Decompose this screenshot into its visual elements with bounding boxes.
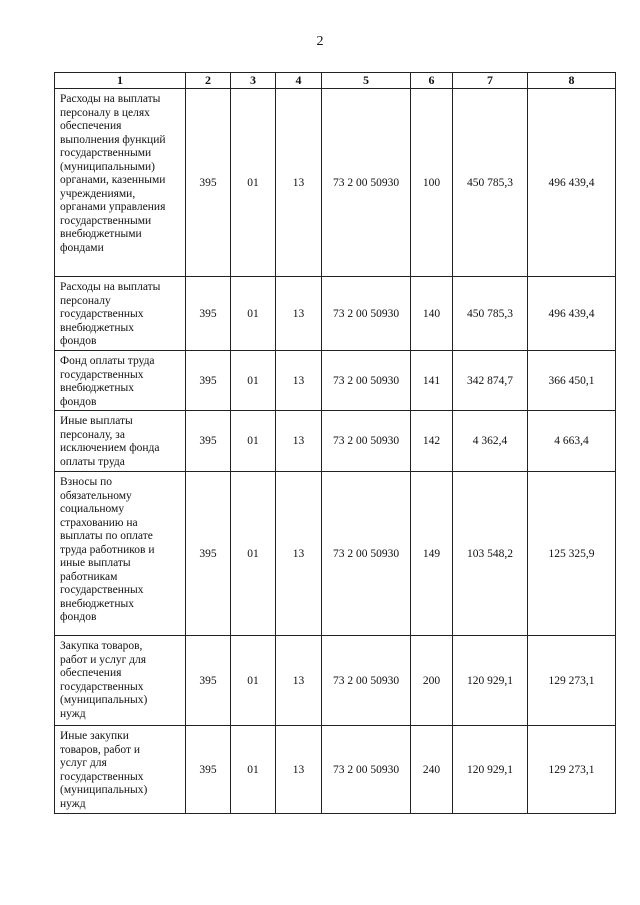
row-description: Иные выплаты персоналу, за исключением фонда оплаты труда <box>55 411 186 472</box>
cell-expense-type: 140 <box>411 277 453 351</box>
cell-amount-year1: 4 362,4 <box>453 411 528 472</box>
cell-expense-type: 142 <box>411 411 453 472</box>
cell-expense-type: 149 <box>411 472 453 636</box>
cell-target-article: 73 2 00 50930 <box>322 277 411 351</box>
cell-amount-year1: 342 874,7 <box>453 351 528 411</box>
cell-amount-year2: 496 439,4 <box>528 89 616 277</box>
col-header-7: 7 <box>453 73 528 89</box>
cell-amount-year1: 120 929,1 <box>453 636 528 726</box>
table-row <box>55 726 616 814</box>
row-description: Взносы по обязательному социальному страхованию на выплаты по оплате труда работников и иные выплаты работникам государственных внебюджетных фондов <box>55 472 186 636</box>
cell-admin-code: 395 <box>186 472 231 636</box>
page-number: 2 <box>316 34 324 49</box>
table-row <box>55 411 616 472</box>
row-description: Иные закупки товаров, работ и услуг для государственных (муниципальных) нужд <box>55 726 186 814</box>
cell-admin-code: 395 <box>186 411 231 472</box>
cell-expense-type: 141 <box>411 351 453 411</box>
cell-expense-type: 100 <box>411 89 453 277</box>
col-header-2: 2 <box>186 73 231 89</box>
cell-amount-year2: 125 325,9 <box>528 472 616 636</box>
col-header-5: 5 <box>322 73 411 89</box>
col-header-3: 3 <box>231 73 276 89</box>
cell-expense-type: 200 <box>411 636 453 726</box>
col-header-6: 6 <box>411 73 453 89</box>
cell-target-article: 73 2 00 50930 <box>322 351 411 411</box>
cell-section: 01 <box>231 636 276 726</box>
cell-amount-year1: 103 548,2 <box>453 472 528 636</box>
cell-target-article: 73 2 00 50930 <box>322 636 411 726</box>
cell-subsection: 13 <box>276 351 322 411</box>
col-header-1: 1 <box>55 73 186 89</box>
cell-amount-year2: 129 273,1 <box>528 726 616 814</box>
cell-subsection: 13 <box>276 411 322 472</box>
col-header-4: 4 <box>276 73 322 89</box>
cell-admin-code: 395 <box>186 89 231 277</box>
cell-amount-year2: 366 450,1 <box>528 351 616 411</box>
cell-subsection: 13 <box>276 89 322 277</box>
cell-subsection: 13 <box>276 636 322 726</box>
table-row <box>55 636 616 726</box>
cell-section: 01 <box>231 277 276 351</box>
cell-section: 01 <box>231 411 276 472</box>
row-description: Фонд оплаты труда государственных внебюджетных фондов <box>55 351 186 411</box>
cell-amount-year1: 450 785,3 <box>453 89 528 277</box>
cell-section: 01 <box>231 472 276 636</box>
cell-amount-year1: 120 929,1 <box>453 726 528 814</box>
row-description: Закупка товаров, работ и услуг для обеспечения государственных (муниципальных) нужд <box>55 636 186 726</box>
cell-target-article: 73 2 00 50930 <box>322 726 411 814</box>
cell-expense-type: 240 <box>411 726 453 814</box>
table-row <box>55 89 616 277</box>
cell-section: 01 <box>231 726 276 814</box>
cell-subsection: 13 <box>276 277 322 351</box>
col-header-8: 8 <box>528 73 616 89</box>
table-row <box>55 277 616 351</box>
table-row <box>55 472 616 636</box>
cell-amount-year2: 129 273,1 <box>528 636 616 726</box>
row-description: Расходы на выплаты персоналу государственных внебюджетных фондов <box>55 277 186 351</box>
header-row <box>55 73 616 89</box>
cell-subsection: 13 <box>276 472 322 636</box>
cell-target-article: 73 2 00 50930 <box>322 411 411 472</box>
row-description: Расходы на выплаты персоналу в целях обеспечения выполнения функций государственными (муниципальными) органами, казенными учреждениями, органами управления государственными внебюджетными фондами <box>55 89 186 277</box>
cell-target-article: 73 2 00 50930 <box>322 472 411 636</box>
table-row <box>55 351 616 411</box>
budget-table <box>54 72 616 814</box>
cell-amount-year2: 496 439,4 <box>528 277 616 351</box>
cell-section: 01 <box>231 351 276 411</box>
cell-admin-code: 395 <box>186 636 231 726</box>
cell-admin-code: 395 <box>186 351 231 411</box>
cell-amount-year1: 450 785,3 <box>453 277 528 351</box>
cell-section: 01 <box>231 89 276 277</box>
cell-subsection: 13 <box>276 726 322 814</box>
cell-admin-code: 395 <box>186 726 231 814</box>
cell-amount-year2: 4 663,4 <box>528 411 616 472</box>
cell-admin-code: 395 <box>186 277 231 351</box>
cell-target-article: 73 2 00 50930 <box>322 89 411 277</box>
